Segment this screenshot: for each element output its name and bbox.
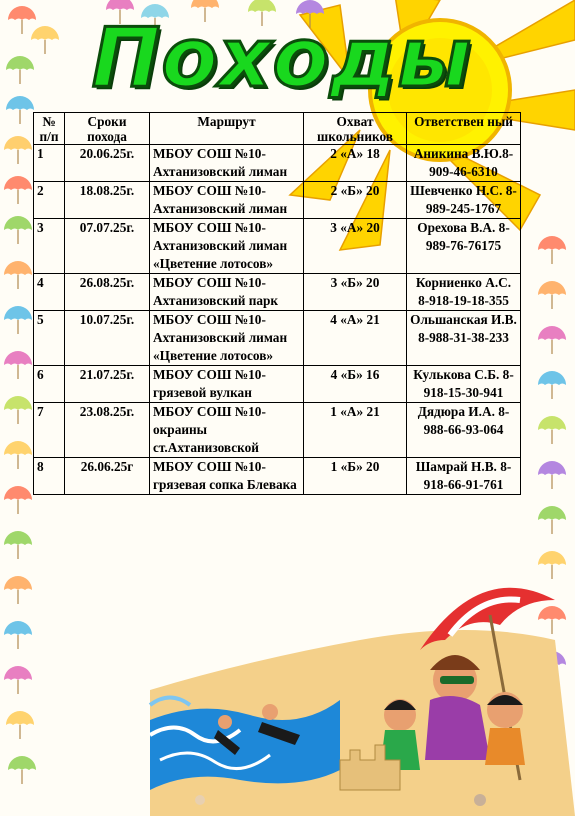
cell-date: 26.06.25г [65, 458, 150, 495]
cell-num: 4 [34, 274, 65, 311]
cell-date: 23.08.25г. [65, 403, 150, 458]
cell-coverage: 3 «А» 20 [304, 219, 407, 274]
table-header-row [34, 113, 521, 145]
cell-responsible: Шамрай Н.В. 8-918-66-91-761 [407, 458, 521, 495]
cell-route: МБОУ СОШ №10- Ахтанизовский лиман «Цветение лотосов» [150, 311, 304, 366]
cell-date: 20.06.25г. [65, 145, 150, 182]
cell-responsible: Корниенко А.С. 8-918-19-18-355 [407, 274, 521, 311]
cell-num: 7 [34, 403, 65, 458]
table-row [34, 182, 521, 219]
cell-route: МБОУ СОШ №10- окраины ст.Ахтанизовской [150, 403, 304, 458]
cell-num: 1 [34, 145, 65, 182]
cell-date: 10.07.25г. [65, 311, 150, 366]
table-row [34, 311, 521, 366]
cell-route: МБОУ СОШ №10- Ахтанизовский лиман [150, 145, 304, 182]
cell-date: 18.08.25г. [65, 182, 150, 219]
cell-responsible: Шевченко Н.С. 8-989-245-1767 [407, 182, 521, 219]
cell-date: 21.07.25г. [65, 366, 150, 403]
cell-responsible: Аникина В.Ю.8-909-46-6310 [407, 145, 521, 182]
cell-responsible: Кулькова С.Б. 8-918-15-30-941 [407, 366, 521, 403]
table-row [34, 219, 521, 274]
cell-route: МБОУ СОШ №10- Ахтанизовский лиман «Цветение лотосов» [150, 219, 304, 274]
cell-route: МБОУ СОШ №10- Ахтанизовский лиман [150, 182, 304, 219]
table-row [34, 403, 521, 458]
table-row [34, 274, 521, 311]
cell-route: МБОУ СОШ №10- Ахтанизовский парк [150, 274, 304, 311]
cell-num: 3 [34, 219, 65, 274]
cell-coverage: 1 «Б» 20 [304, 458, 407, 495]
page-title: Походы [91, 11, 473, 106]
cell-route: МБОУ СОШ №10- грязевая сопка Блевака [150, 458, 304, 495]
hikes-table [33, 112, 521, 495]
header-date: Сроки похода [65, 113, 150, 145]
cell-num: 6 [34, 366, 65, 403]
cell-responsible: Ольшанская И.В. 8-988-31-38-233 [407, 311, 521, 366]
header-route: Маршрут [150, 113, 304, 145]
cell-responsible: Дядюра И.А. 8-988-66-93-064 [407, 403, 521, 458]
table-row [34, 366, 521, 403]
header-responsible: Ответствен ный [407, 113, 521, 145]
cell-coverage: 1 «А» 21 [304, 403, 407, 458]
cell-coverage: 3 «Б» 20 [304, 274, 407, 311]
header-num: № п/п [34, 113, 65, 145]
cell-date: 26.08.25г. [65, 274, 150, 311]
cell-route: МБОУ СОШ №10- грязевой вулкан [150, 366, 304, 403]
cell-coverage: 4 «А» 21 [304, 311, 407, 366]
cell-coverage: 2 «А» 18 [304, 145, 407, 182]
cell-num: 5 [34, 311, 65, 366]
cell-coverage: 4 «Б» 16 [304, 366, 407, 403]
table-row [34, 145, 521, 182]
beach-scene [150, 588, 575, 816]
table-row [34, 458, 521, 495]
cell-responsible: Орехова В.А. 8-989-76-76175 [407, 219, 521, 274]
cell-num: 8 [34, 458, 65, 495]
header-coverage: Охват школьников [304, 113, 407, 145]
cell-num: 2 [34, 182, 65, 219]
cell-coverage: 2 «Б» 20 [304, 182, 407, 219]
cell-date: 07.07.25г. [65, 219, 150, 274]
